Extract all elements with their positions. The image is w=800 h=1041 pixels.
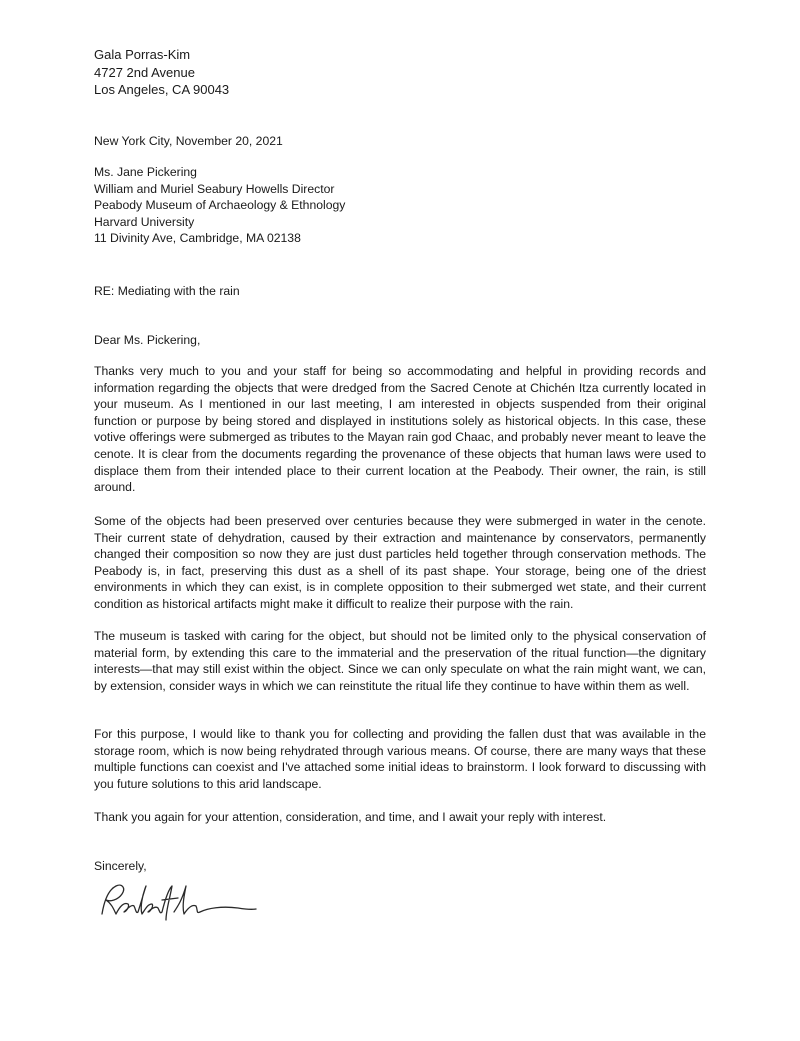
body-paragraph: Some of the objects had been preserved over centuries because they were submerged in water in the cenote. Their current state of dehydration, caused by their extraction and maintenance by conservators, permanently changed their composition so now they are just dust particles held together through conservation methods. The Peabody is, in fact, preserving this dust as a shell of its past shape. Your storage, being one of the driest environments in which they can exist, is in complete opposition to their submerged wet state, and their current condition as historical artifacts might make it difficult to realize their purpose with the rain. xyxy=(94,514,706,611)
recipient-name: Ms. Jane Pickering xyxy=(94,165,197,179)
body-paragraph: The museum is tasked with caring for the object, but should not be limited only to the physical conservation of material form, by extending this care to the immaterial and the preservation of the ritual function—the dignitary interests—that may still exist within the object. Since we can only speculate on what the rain might want, we can, by extension, consider ways in which we can reinstitute the ritual life they continue to have within them as well. xyxy=(94,629,706,693)
body-paragraph: For this purpose, I would like to thank you for collecting and providing the fallen dust that was available in the storage room, which is now being rehydrated through various means. Of course, there are many ways that these multiple functions can coexist and I've attached some initial ideas to brainstorm. I look forward to discussing with you future solutions to this arid landscape. xyxy=(94,727,706,791)
closing: Sincerely, xyxy=(94,859,147,873)
body-paragraph: Thank you again for your attention, consideration, and time, and I await your reply with interest. xyxy=(94,810,607,824)
sender-street: 4727 2nd Avenue xyxy=(94,64,195,80)
handwritten-signature-icon xyxy=(92,876,262,926)
recipient-title: William and Muriel Seabury Howells Director xyxy=(94,181,335,196)
recipient-address xyxy=(94,164,345,247)
sender-name: Gala Porras-Kim xyxy=(94,47,191,62)
body-paragraph: Thanks very much to you and your staff for being so accommodating and helpful in providing records and information regarding the objects that were dredged from the Sacred Cenote at Chichén Itza currently located in your museum. As I mentioned in our last meeting, I am interested in objects suspended from their original function or purpose by being stored and displayed in institutions solely as historical objects. In this case, these votive offerings were submerged as tributes to the Mayan rain god Chaac, and probably never meant to leave the cenote. It is clear from the documents regarding the provenance of these objects that human laws were used to displace them from their intended place to their current location at the Peabody. Their owner, the rain, is still around. xyxy=(94,364,706,495)
subject-line: RE: Mediating with the rain xyxy=(94,284,240,298)
sender-address xyxy=(94,46,229,99)
recipient-organization: Peabody Museum of Archaeology & Ethnology xyxy=(94,198,346,213)
recipient-university: Harvard University xyxy=(94,214,195,229)
salutation: Dear Ms. Pickering, xyxy=(94,333,201,347)
sender-city: Los Angeles, CA 90043 xyxy=(94,82,230,98)
recipient-street: 11 Divinity Ave, Cambridge, MA 02138 xyxy=(94,231,301,246)
date-line: New York City, November 20, 2021 xyxy=(94,134,283,148)
